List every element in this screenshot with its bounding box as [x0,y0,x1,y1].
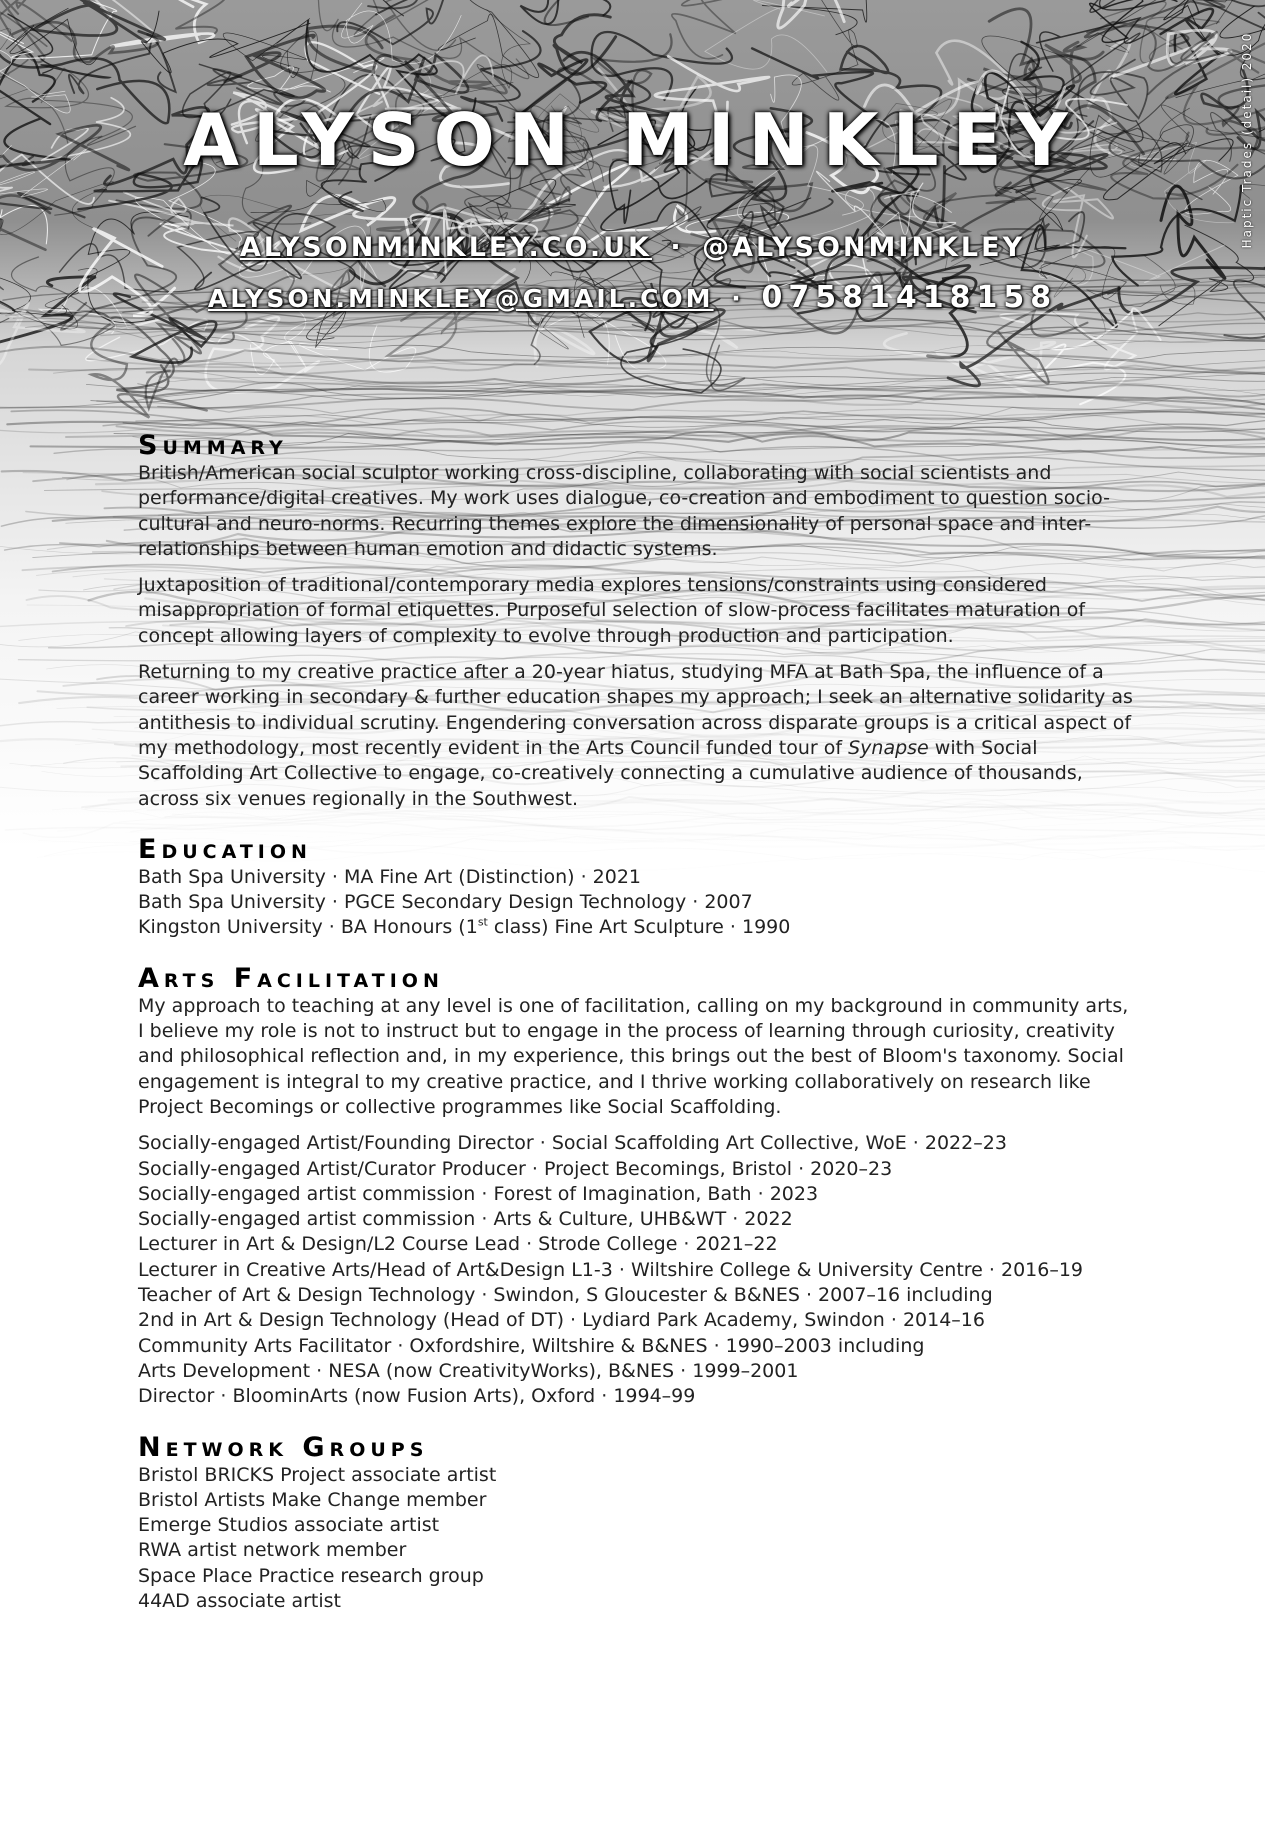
arts-facilitation-heading: Arts Facilitation [138,962,444,994]
role-item: Arts Development · NESA (now CreativityWorks), B&NES · 1999–2001 [138,1359,799,1382]
network-item: Space Place Practice research group [138,1564,484,1587]
arts-facilitation-intro: My approach to teaching at any level is one of facilitation, calling on my background in community arts, I believe my role is not to instruct but to engage in the process of learning through curiosity, creativity and philosophical reflection and, in my experience, this brings out the best of Bloom's taxonomy. Social engagement is integral to my creative practice, and I thrive working collaboratively on research like Project Becomings or collective programmes like Social Scaffolding. [138,994,1129,1118]
image-credit-text: Haptic Trades (detail) 2020 [1240,31,1254,249]
network-item: Bristol BRICKS Project associate artist [138,1463,497,1486]
network-groups-heading: Network Groups [138,1431,429,1463]
synapse-title: Synapse [848,736,929,759]
education-item: Kingston University · BA Honours (1st class) Fine Art Sculpture · 1990 [138,916,791,939]
header [0,0,1265,330]
role-item: Community Arts Facilitator · Oxfordshire, Wiltshire & B&NES · 1990–2003 including [138,1334,925,1357]
website-link[interactable]: ALYSONMINKLEY.CO.UK [239,232,652,263]
network-item: Bristol Artists Make Change member [138,1488,487,1511]
role-item: Socially-engaged artist commission · Forest of Imagination, Bath · 2023 [138,1182,819,1205]
summary-section [138,430,1138,812]
summary-heading: Summary [138,430,288,461]
education-heading: Education [138,833,312,865]
role-item: Teacher of Art & Design Technology · Swindon, S Gloucester & B&NES · 2007–16 including [138,1284,993,1307]
role-item: Lecturer in Art & Design/L2 Course Lead · Strode College · 2021–22 [138,1233,778,1256]
role-item: Socially-engaged Artist/Founding Director · Social Scaffolding Art Collective, WoE · 2022–23 [138,1132,1007,1155]
role-item: Socially-engaged artist commission · Arts & Culture, UHB&WT · 2022 [138,1208,793,1231]
phone-number: 07581418158 [761,280,1058,315]
summary-paragraph: Juxtaposition of traditional/contemporary media explores tensions/constraints using considered misappropriation of formal etiquettes. Purposeful selection of slow-process facilitates maturation of concept allowing layers of complexity to evolve through production and participation. [138,574,1086,647]
image-credit [1235,20,1259,260]
arts-facilitation-section [138,963,1138,1410]
separator: · [731,284,744,313]
education-item: Bath Spa University · PGCE Secondary Design Technology · 2007 [138,891,753,914]
network-item: RWA artist network member [138,1539,407,1562]
education-item: Bath Spa University · MA Fine Art (Distinction) · 2021 [138,865,642,888]
network-item: 44AD associate artist [138,1589,341,1612]
role-item: Director · BloominArts (now Fusion Arts), Oxford · 1994–99 [138,1385,696,1408]
network-groups-section [138,1432,1138,1615]
social-handle[interactable]: @ALYSONMINKLEY [702,232,1026,263]
role-item: 2nd in Art & Design Technology (Head of DT) · Lydiard Park Academy, Swindon · 2014–16 [138,1309,985,1332]
network-item: Emerge Studios associate artist [138,1514,440,1537]
summary-paragraph: British/American social sculptor working cross-discipline, collaborating with social scientists and performance/digital creatives. My work uses dialogue, co-creation and embodiment to question socio-cultural and neuro-norms. Recurring themes explore the dimensionality of personal space and inter-relationships between human emotion and didactic systems. [138,462,1110,560]
role-item: Socially-engaged Artist/Curator Producer · Project Becomings, Bristol · 2020–23 [138,1157,893,1180]
cv-content [138,430,1138,1614]
artist-name: ALYSON MINKLEY [183,98,1082,182]
email-link[interactable]: ALYSON.MINKLEY@GMAIL.COM [207,284,714,313]
education-section [138,834,1138,941]
summary-paragraph: Returning to my creative practice after a 20-year hiatus, studying MFA at Bath Spa, the influence of a career working in secondary & further education shapes my approach; I seek an alternative solidarity as antithesis to individual scrutiny. Engendering conversation across disparate groups is a critical aspect of my methodology, most recently evident in the Arts Council funded tour of Synapse with Social Scaffolding Art Collective to engage, co-creatively connecting a cumulative audience of thousands, across six venues regionally in the Southwest. [138,661,1133,810]
contact-line-web [0,232,1265,263]
contact-line-direct [0,280,1265,315]
role-item: Lecturer in Creative Arts/Head of Art&Design L1-3 · Wiltshire College & University Centre · 2016–19 [138,1258,1084,1281]
separator: · [670,232,684,263]
